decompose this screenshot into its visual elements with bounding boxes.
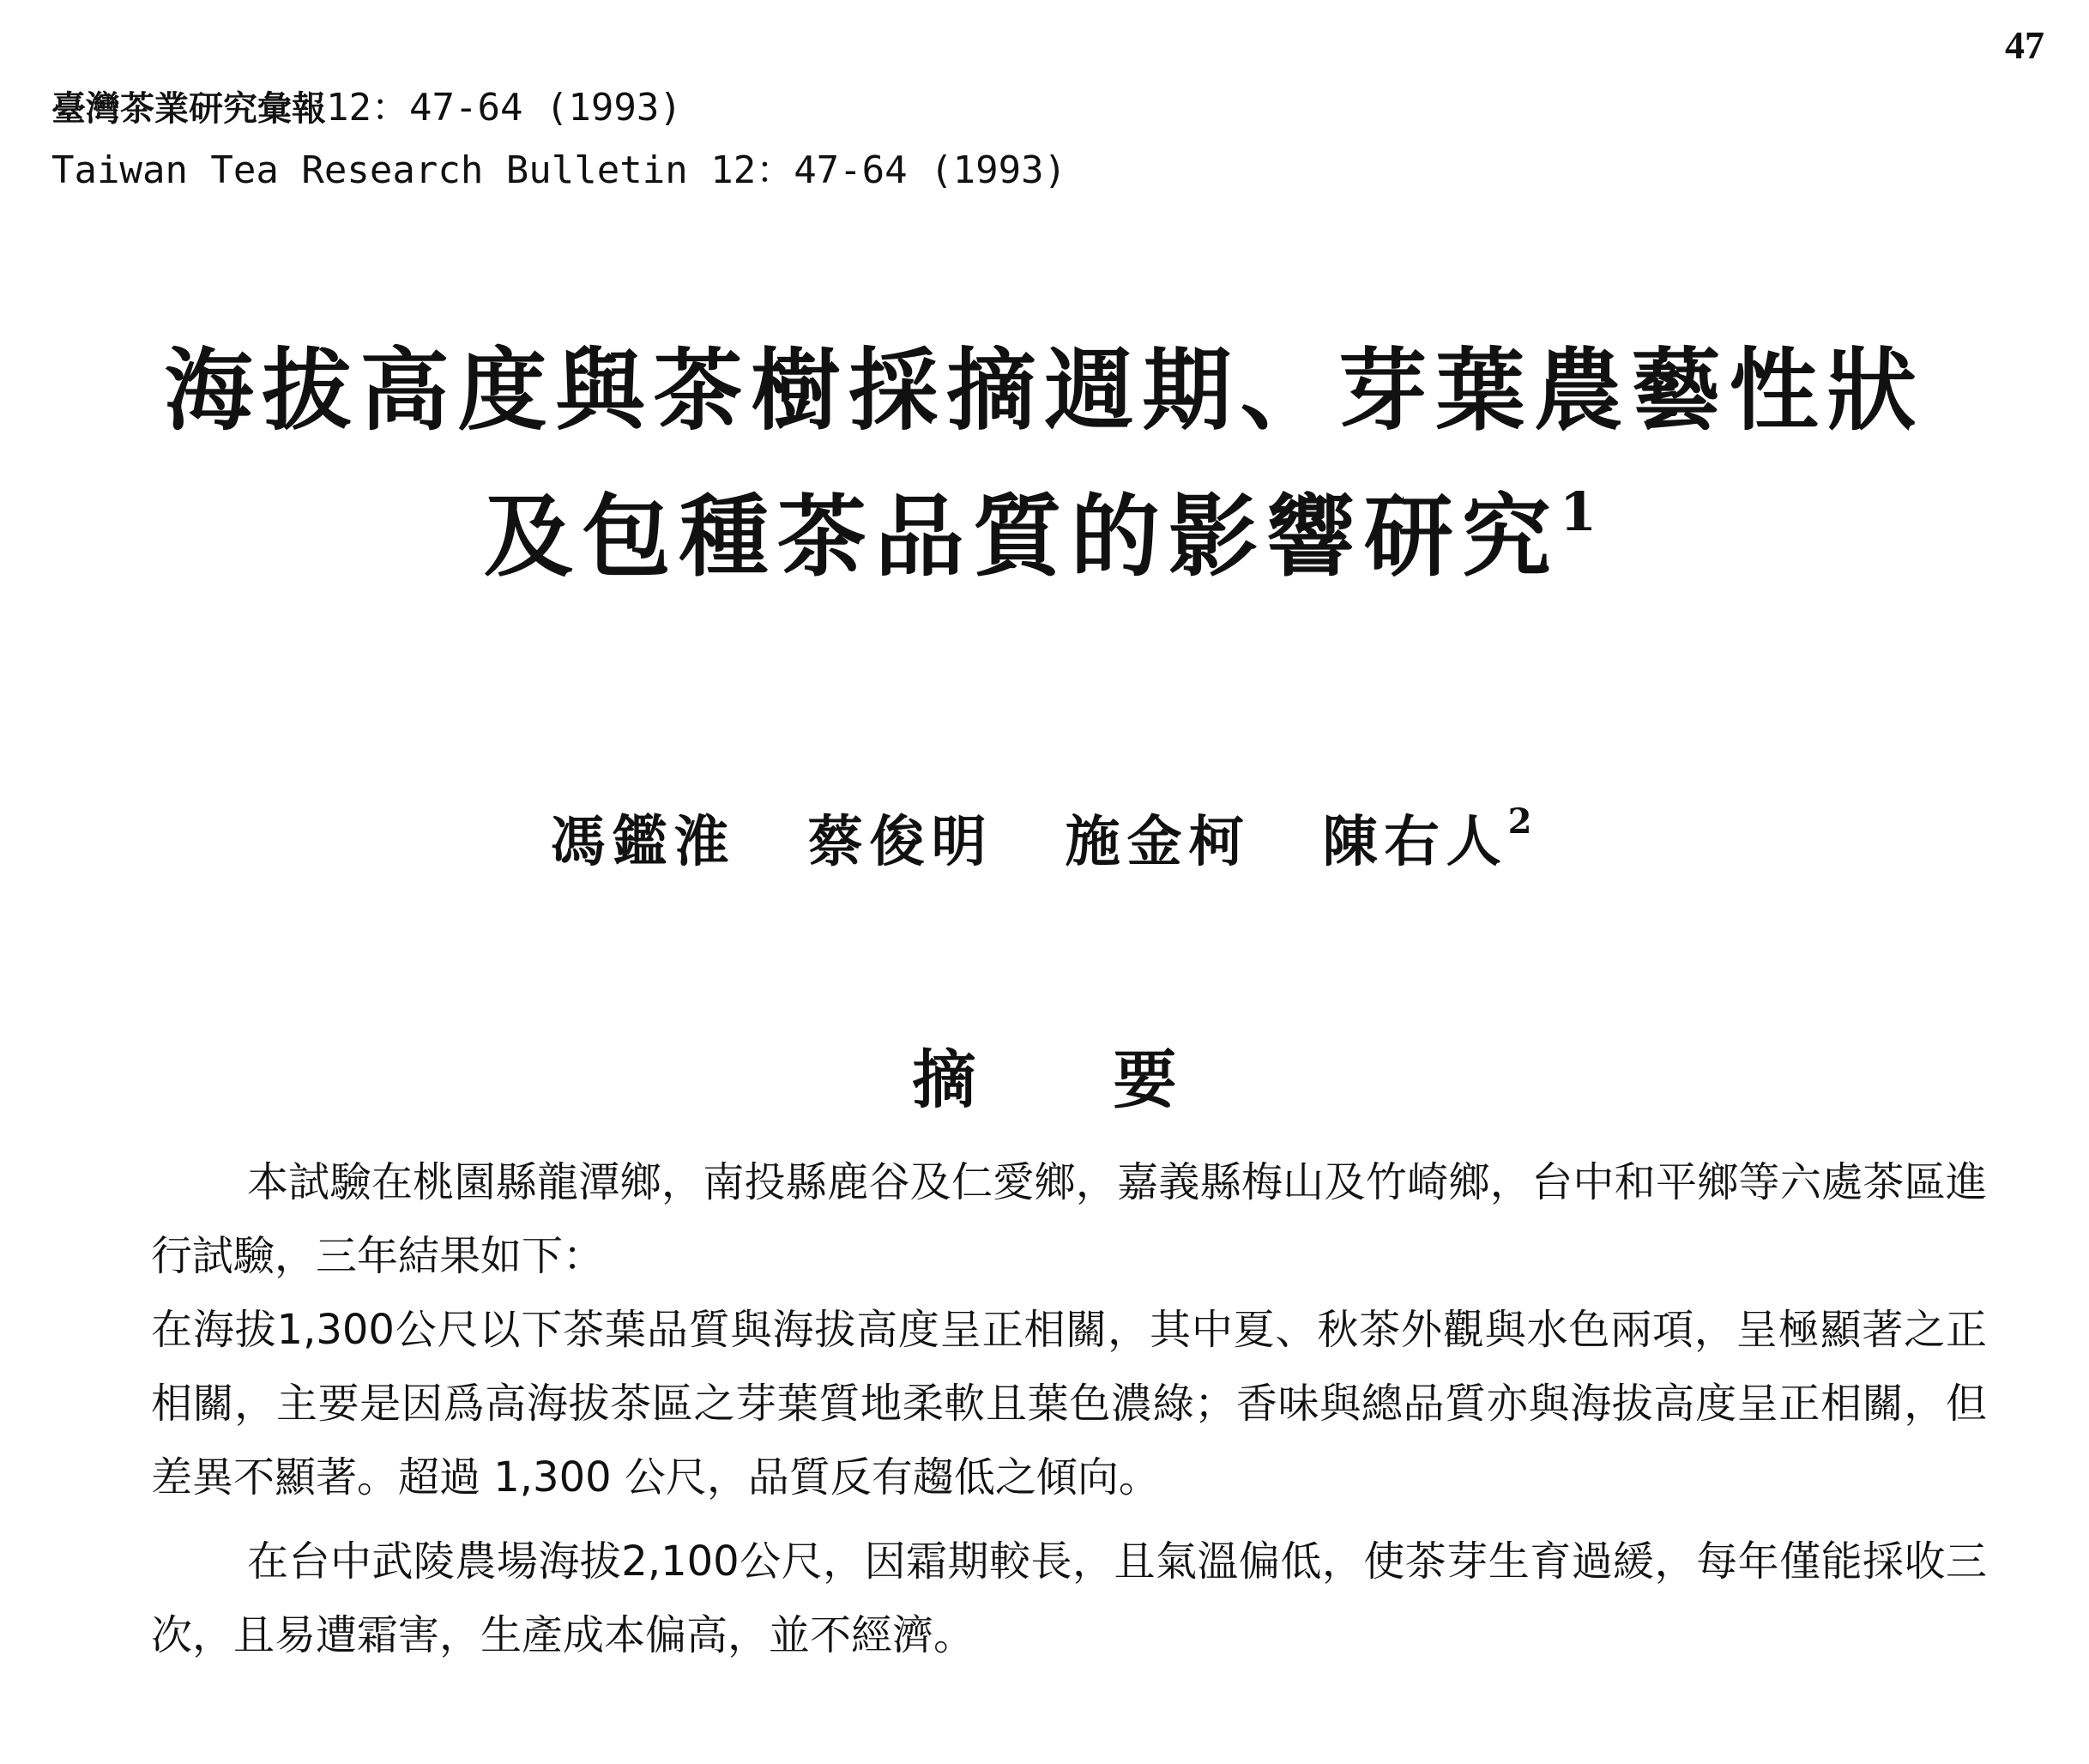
title-footnote-mark: 1 [1559, 480, 1606, 543]
page-number: 47 [2005, 23, 2044, 67]
abstract-heading-char: 摘 [912, 1043, 976, 1117]
abstract-body [151, 1145, 1987, 1672]
author-name-text: 陳右人 [1322, 810, 1508, 874]
author-name: 蔡俊明 [807, 810, 993, 874]
author-name: 施金柯 [1065, 810, 1251, 874]
author-list [0, 798, 2089, 877]
author-footnote-mark: 2 [1507, 800, 1539, 842]
title-line-2 [0, 455, 2089, 601]
journal-name-zh: 臺灣茶業研究彙報 [51, 88, 326, 129]
journal-volume-pages-zh: 12：47-64 (1993) [326, 86, 682, 130]
author-name-last [1323, 798, 1539, 877]
title-line-1: 海拔高度與茶樹採摘週期、芽葉農藝性狀 [164, 337, 1925, 443]
journal-citation [51, 77, 1066, 202]
abstract-heading [0, 1030, 2089, 1121]
abstract-paragraph: 在台中武陵農場海拔2,100公尺，因霜期較長，且氣溫偏低，使茶芽生育過緩，每年僅能採收三次，且易遭霜害，生產成本偏高，並不經濟。 [151, 1537, 1987, 1659]
author-name: 馮鑑淮 [550, 810, 736, 874]
title-line-2-text: 及包種茶品質的影響研究 [483, 483, 1560, 589]
abstract-paragraph: 本試驗在桃園縣龍潭鄉，南投縣鹿谷及仁愛鄉，嘉義縣梅山及竹崎鄉，台中和平鄉等六處茶區進行試驗，三年結果如下： [151, 1158, 1987, 1280]
journal-citation-zh [51, 77, 1066, 140]
journal-citation-en: Taiwan Tea Research Bulletin 12：47-64 (1993) [51, 148, 1067, 192]
paper-title [0, 326, 2089, 601]
abstract-heading-char: 要 [1113, 1043, 1177, 1117]
abstract-paragraph: 在海拔1,300公尺以下茶葉品質與海拔高度呈正相關，其中夏、秋茶外觀與水色兩項，呈極顯著之正相關，主要是因爲高海拔茶區之芽葉質地柔軟且葉色濃綠；香味與總品質亦與海拔高度呈正相關，但差異不顯著。超過 1,300 公尺，品質反有趨低之傾向。 [151, 1306, 1987, 1501]
